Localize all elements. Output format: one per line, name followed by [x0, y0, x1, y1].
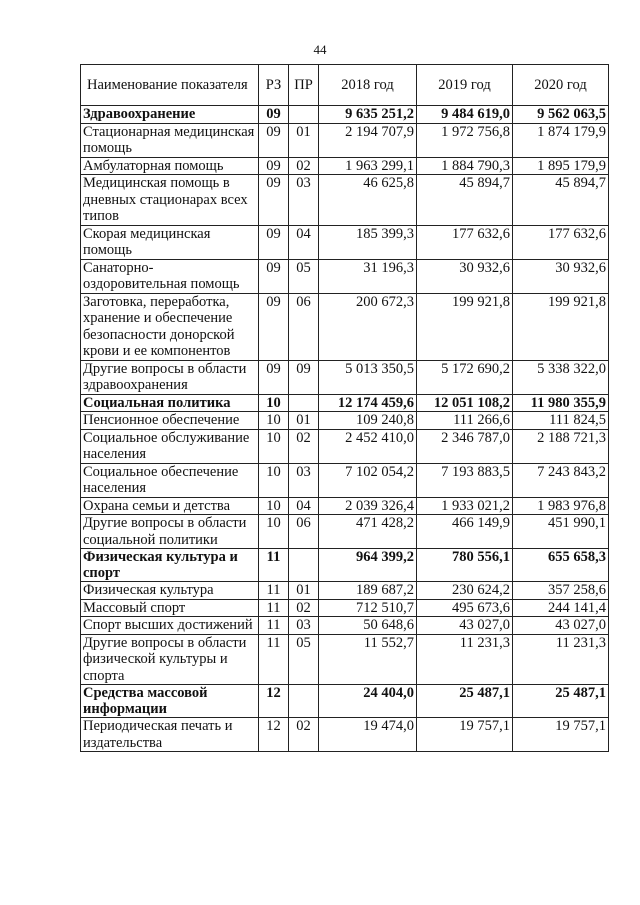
table-row	[81, 429, 609, 463]
cell-name: Здравоохранение	[81, 106, 259, 124]
cell-2019: 9 484 619,0	[417, 106, 513, 124]
cell-name: Социальное обслуживание населения	[81, 429, 259, 463]
cell-name: Пенсионное обеспечение	[81, 412, 259, 430]
cell-name: Скорая медицинская помощь	[81, 225, 259, 259]
cell-2018: 46 625,8	[319, 175, 417, 226]
cell-2020: 357 258,6	[513, 582, 609, 600]
cell-name: Социальная политика	[81, 394, 259, 412]
cell-rz: 11	[259, 549, 289, 582]
cell-name: Физическая культура	[81, 582, 259, 600]
cell-name: Спорт высших достижений	[81, 617, 259, 635]
cell-name: Амбулаторная помощь	[81, 157, 259, 175]
cell-2019: 111 266,6	[417, 412, 513, 430]
cell-rz: 10	[259, 429, 289, 463]
cell-2019: 1 933 021,2	[417, 497, 513, 515]
cell-2020: 1 983 976,8	[513, 497, 609, 515]
cell-2020: 1 895 179,9	[513, 157, 609, 175]
cell-2018: 31 196,3	[319, 259, 417, 293]
cell-name: Другие вопросы в области социальной политики	[81, 515, 259, 549]
cell-name: Медицинская помощь в дневных стационарах всех типов	[81, 175, 259, 226]
cell-pr: 04	[289, 497, 319, 515]
cell-2020: 45 894,7	[513, 175, 609, 226]
section-row	[81, 549, 609, 582]
cell-2020: 11 980 355,9	[513, 394, 609, 412]
cell-pr	[289, 549, 319, 582]
cell-2019: 780 556,1	[417, 549, 513, 582]
cell-2019: 30 932,6	[417, 259, 513, 293]
cell-rz: 09	[259, 175, 289, 226]
cell-2018: 200 672,3	[319, 293, 417, 360]
section-row	[81, 106, 609, 124]
cell-2019: 25 487,1	[417, 685, 513, 718]
cell-name: Стационарная медицинская помощь	[81, 123, 259, 157]
cell-2018: 185 399,3	[319, 225, 417, 259]
cell-2020: 2 188 721,3	[513, 429, 609, 463]
cell-name: Санаторно-оздоровительная помощь	[81, 259, 259, 293]
cell-2020: 199 921,8	[513, 293, 609, 360]
cell-2018: 12 174 459,6	[319, 394, 417, 412]
header-2020: 2020 год	[513, 65, 609, 106]
cell-name: Средства массовой информации	[81, 685, 259, 718]
cell-2018: 19 474,0	[319, 718, 417, 752]
cell-rz: 09	[259, 225, 289, 259]
table-row	[81, 293, 609, 360]
cell-2018: 50 648,6	[319, 617, 417, 635]
cell-2018: 2 452 410,0	[319, 429, 417, 463]
cell-2018: 1 963 299,1	[319, 157, 417, 175]
cell-name: Социальное обеспечение населения	[81, 463, 259, 497]
table-row	[81, 225, 609, 259]
cell-pr	[289, 106, 319, 124]
cell-2019: 7 193 883,5	[417, 463, 513, 497]
cell-rz: 09	[259, 157, 289, 175]
cell-2020: 7 243 843,2	[513, 463, 609, 497]
cell-pr	[289, 394, 319, 412]
cell-2020: 43 027,0	[513, 617, 609, 635]
cell-2019: 495 673,6	[417, 599, 513, 617]
cell-rz: 11	[259, 599, 289, 617]
cell-2019: 466 149,9	[417, 515, 513, 549]
section-row	[81, 394, 609, 412]
page-number: 44	[313, 42, 327, 57]
cell-pr: 02	[289, 157, 319, 175]
table-body	[81, 106, 609, 752]
cell-2018: 24 404,0	[319, 685, 417, 718]
cell-2018: 11 552,7	[319, 634, 417, 685]
cell-2018: 2 194 707,9	[319, 123, 417, 157]
cell-rz: 12	[259, 718, 289, 752]
table-row	[81, 617, 609, 635]
cell-2019: 230 624,2	[417, 582, 513, 600]
cell-pr: 05	[289, 259, 319, 293]
cell-rz: 10	[259, 394, 289, 412]
table-row	[81, 497, 609, 515]
header-rz: РЗ	[259, 65, 289, 106]
section-row	[81, 685, 609, 718]
table-row	[81, 360, 609, 394]
cell-2018: 9 635 251,2	[319, 106, 417, 124]
cell-rz: 09	[259, 123, 289, 157]
cell-pr: 02	[289, 429, 319, 463]
cell-pr: 03	[289, 617, 319, 635]
cell-2020: 655 658,3	[513, 549, 609, 582]
cell-2019: 12 051 108,2	[417, 394, 513, 412]
cell-2018: 189 687,2	[319, 582, 417, 600]
table-row	[81, 718, 609, 752]
table-row	[81, 599, 609, 617]
table-row	[81, 157, 609, 175]
table-row	[81, 175, 609, 226]
cell-pr: 04	[289, 225, 319, 259]
header-2018: 2018 год	[319, 65, 417, 106]
cell-name: Массовый спорт	[81, 599, 259, 617]
cell-rz: 10	[259, 497, 289, 515]
cell-rz: 11	[259, 634, 289, 685]
table-row	[81, 582, 609, 600]
table-row	[81, 515, 609, 549]
cell-2019: 45 894,7	[417, 175, 513, 226]
cell-2020: 25 487,1	[513, 685, 609, 718]
cell-pr: 06	[289, 515, 319, 549]
cell-2019: 5 172 690,2	[417, 360, 513, 394]
table-row	[81, 259, 609, 293]
cell-rz: 10	[259, 412, 289, 430]
cell-2020: 19 757,1	[513, 718, 609, 752]
cell-2018: 964 399,2	[319, 549, 417, 582]
cell-2018: 712 510,7	[319, 599, 417, 617]
cell-rz: 11	[259, 617, 289, 635]
table-row	[81, 412, 609, 430]
cell-2020: 9 562 063,5	[513, 106, 609, 124]
cell-2019: 1 972 756,8	[417, 123, 513, 157]
cell-rz: 09	[259, 360, 289, 394]
cell-2020: 11 231,3	[513, 634, 609, 685]
cell-2019: 19 757,1	[417, 718, 513, 752]
table-row	[81, 634, 609, 685]
cell-name: Охрана семьи и детства	[81, 497, 259, 515]
cell-2020: 30 932,6	[513, 259, 609, 293]
cell-pr	[289, 685, 319, 718]
cell-pr: 03	[289, 463, 319, 497]
budget-table	[80, 64, 609, 752]
cell-2020: 1 874 179,9	[513, 123, 609, 157]
header-2019: 2019 год	[417, 65, 513, 106]
cell-pr: 01	[289, 123, 319, 157]
cell-rz: 09	[259, 106, 289, 124]
cell-2018: 109 240,8	[319, 412, 417, 430]
cell-2018: 471 428,2	[319, 515, 417, 549]
cell-2019: 43 027,0	[417, 617, 513, 635]
cell-rz: 10	[259, 463, 289, 497]
cell-rz: 11	[259, 582, 289, 600]
cell-2020: 177 632,6	[513, 225, 609, 259]
cell-2019: 199 921,8	[417, 293, 513, 360]
cell-2019: 2 346 787,0	[417, 429, 513, 463]
cell-pr: 01	[289, 582, 319, 600]
cell-2019: 1 884 790,3	[417, 157, 513, 175]
cell-2018: 7 102 054,2	[319, 463, 417, 497]
cell-pr: 01	[289, 412, 319, 430]
cell-pr: 09	[289, 360, 319, 394]
cell-name: Другие вопросы в области физической культуры и спорта	[81, 634, 259, 685]
cell-rz: 09	[259, 259, 289, 293]
cell-pr: 03	[289, 175, 319, 226]
header-name: Наименование показателя	[81, 65, 259, 106]
cell-2019: 177 632,6	[417, 225, 513, 259]
cell-name: Физическая культура и спорт	[81, 549, 259, 582]
table-row	[81, 123, 609, 157]
cell-2020: 451 990,1	[513, 515, 609, 549]
cell-name: Периодическая печать и издательства	[81, 718, 259, 752]
cell-pr: 05	[289, 634, 319, 685]
header-pr: ПР	[289, 65, 319, 106]
cell-2018: 2 039 326,4	[319, 497, 417, 515]
cell-2020: 244 141,4	[513, 599, 609, 617]
cell-rz: 09	[259, 293, 289, 360]
cell-2020: 111 824,5	[513, 412, 609, 430]
cell-name: Заготовка, переработка, хранение и обеспечение безопасности донорской крови и ее компонентов	[81, 293, 259, 360]
cell-rz: 10	[259, 515, 289, 549]
cell-pr: 02	[289, 718, 319, 752]
cell-2019: 11 231,3	[417, 634, 513, 685]
cell-2020: 5 338 322,0	[513, 360, 609, 394]
header-row	[81, 65, 609, 106]
cell-rz: 12	[259, 685, 289, 718]
cell-2018: 5 013 350,5	[319, 360, 417, 394]
cell-pr: 02	[289, 599, 319, 617]
table-row	[81, 463, 609, 497]
cell-name: Другие вопросы в области здравоохранения	[81, 360, 259, 394]
cell-pr: 06	[289, 293, 319, 360]
